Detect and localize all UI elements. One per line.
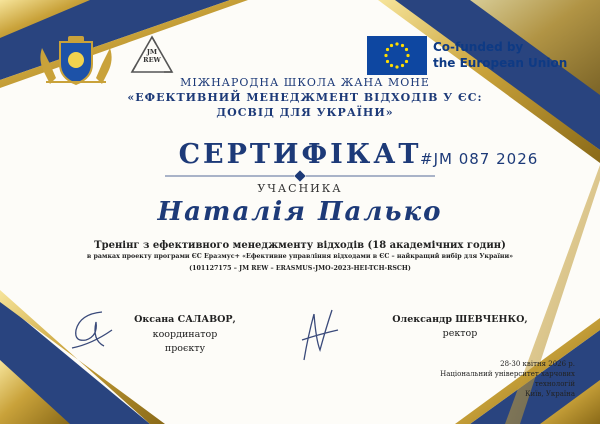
eu-flag-icon [367,36,427,75]
participant-label: УЧАСНИКА [257,182,343,195]
eu-cofunded-text [433,39,567,71]
project-title-line2: ДОСВІД ДЛЯ УКРАЇНИ» [216,106,394,119]
issue-org-line2: технологій [534,380,575,388]
coat-of-arms-emblem [36,34,116,86]
signatory2-role: ректор [442,328,478,339]
jm-text: JM [146,48,158,56]
signature-1 [62,300,122,355]
issue-date: 28-30 квітня 2026 р. [500,360,575,368]
signatory1-role-line1: координатор [152,329,218,340]
signatory2-name: Олександр ШЕВЧЕНКО, [392,314,528,325]
jm-rew-text [140,48,164,64]
issue-city: Київ, Україна [525,390,575,398]
training-description: Тренінг з ефективного менеджменту відходів (18 академічних годин) [94,240,506,251]
eu-line2: the European Union [433,56,568,70]
certificate-title: СЕРТИФІКАТ [178,139,422,170]
school-name: МІЖНАРОДНА ШКОЛА ЖАНА МОНЕ [180,76,430,89]
project-code: (101127175 – JM REW – ERASMUS-JMO-2023-HEI-TCH-RSCH) [189,265,411,272]
eu-line1: Co-funded by [433,40,524,54]
signatory1-name: Оксана САЛАВОР, [134,314,236,325]
program-framework: в рамках проекту програми ЄС Еразмус+ «Ефективне управління відходами в ЄС – найкращий вибір для України» [86,253,514,260]
participant-name: Наталія Палько [157,197,443,227]
signatory1-role-line2: проєкту [164,343,206,354]
certificate-number: #JM 087 2026 [420,150,539,168]
signatory1-role [120,328,250,356]
rew-text: REW [143,56,161,64]
issue-info [395,359,575,399]
project-title-line1: «ЕФЕКТИВНИЙ МЕНЕДЖМЕНТ ВІДХОДІВ У ЄС: [127,91,483,104]
project-title [110,90,500,120]
issue-org-line1: Національний університет харчових [440,370,575,378]
signature-2 [290,300,350,370]
